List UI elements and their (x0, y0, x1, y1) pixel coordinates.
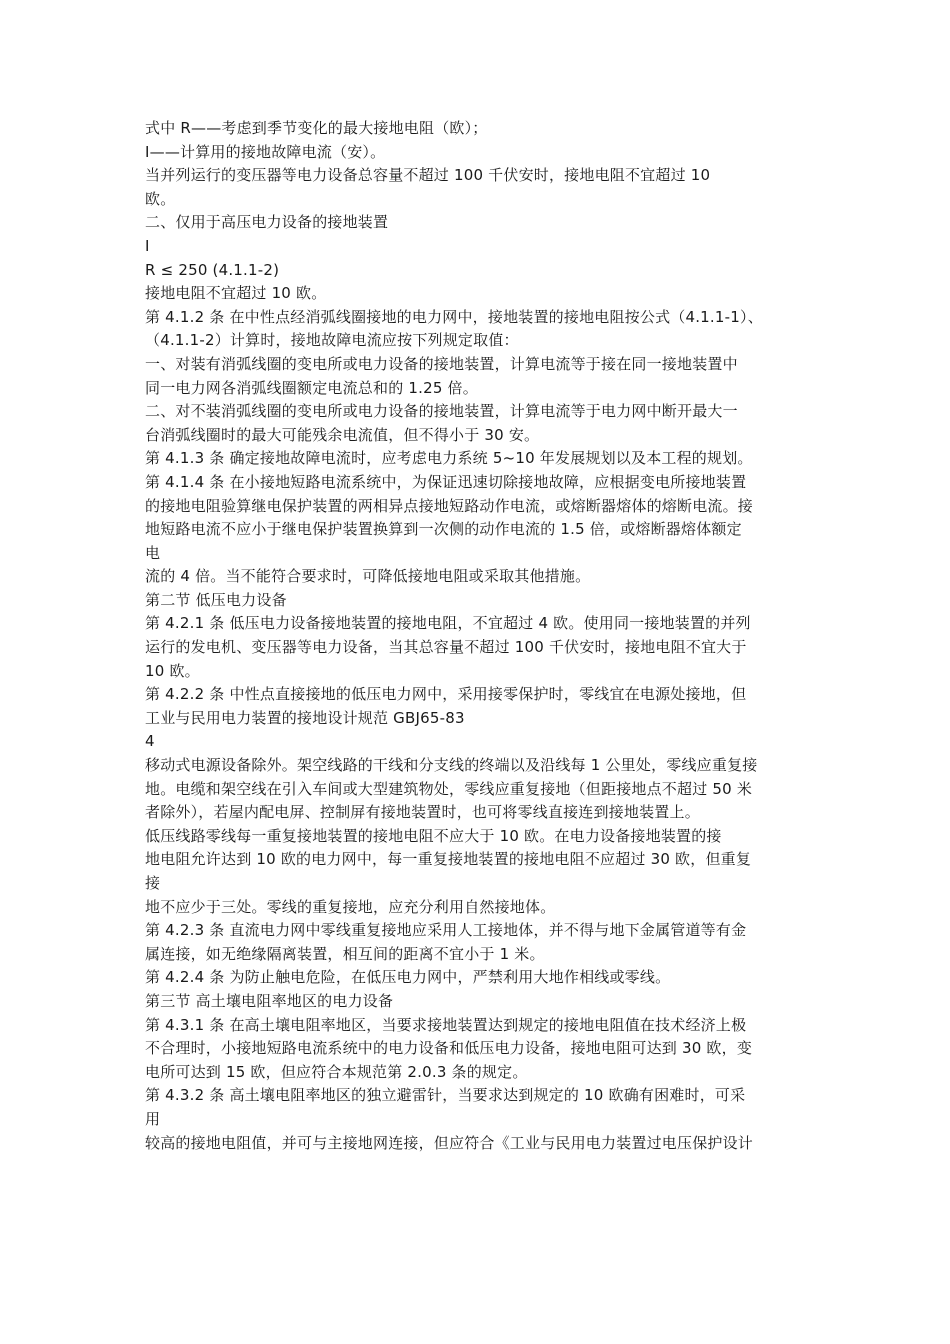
text-line: 第 4.2.2 条 中性点直接接地的低压电力网中，采用接零保护时，零线宜在电源处接地，但 (145, 685, 747, 704)
text-line: 第 4.3.2 条 高土壤电阻率地区的独立避雷针，当要求达到规定的 10 欧确有困难时，可采 (145, 1086, 746, 1105)
text-line: 10 欧。 (145, 661, 200, 680)
text-line: 移动式电源设备除外。架空线路的干线和分支线的终端以及沿线每 1 公里处，零线应重复接 (145, 756, 758, 775)
text-line: 第 4.1.3 条 确定接地故障电流时，应考虑电力系统 5~10 年发展规划以及本工程的规划。 (145, 449, 753, 468)
text-line: 地电阻允许达到 10 欧的电力网中，每一重复接地装置的接地电阻不应超过 30 欧，但重复 (145, 850, 752, 869)
text-line: 不合理时，小接地短路电流系统中的电力设备和低压电力设备，接地电阻可达到 30 欧，变 (145, 1039, 753, 1058)
text-line: 第 4.2.1 条 低压电力设备接地装置的接地电阻，不宜超过 4 欧。使用同一接地装置的并列 (145, 614, 751, 633)
text-line: （4.1.1-2）计算时，接地故障电流应按下列规定取值： (145, 331, 519, 350)
text-line: 的接地电阻验算继电保护装置的两相异点接地短路动作电流，或熔断器熔体的熔断电流。接 (145, 496, 754, 515)
text-line: 用 (145, 1109, 161, 1128)
text-line: 地不应少于三处。零线的重复接地，应充分利用自然接地体。 (145, 897, 556, 916)
text-line: 二、对不装消弧线圈的变电所或电力设备的接地装置，计算电流等于电力网中断开最大一 (145, 402, 738, 421)
text-line: 台消弧线圈时的最大可能残余电流值，但不得小于 30 安。 (145, 425, 540, 444)
section-heading: 第三节 高土壤电阻率地区的电力设备 (145, 991, 394, 1010)
text-line: 属连接，如无绝缘隔离装置，相互间的距离不宜小于 1 米。 (145, 944, 545, 963)
text-line: 欧。 (145, 189, 176, 208)
text-line: 接地电阻不宜超过 10 欧。 (145, 284, 327, 303)
text-line: 电 (145, 543, 161, 562)
text-line: 第 4.2.3 条 直流电力网中零线重复接地应采用人工接地体，并不得与地下金属管道等有金 (145, 921, 747, 940)
text-line: 第 4.1.4 条 在小接地短路电流系统中，为保证迅速切除接地故障，应根据变电所接地装置 (145, 472, 747, 491)
text-line: 第 4.2.4 条 为防止触电危险，在低压电力网中，严禁利用大地作相线或零线。 (145, 968, 671, 987)
text-line: R ≤ 250 (4.1.1-2) (145, 260, 280, 279)
text-line: 式中 R——考虑到季节变化的最大接地电阻（欧）； (145, 119, 488, 137)
text-line: 运行的发电机、变压器等电力设备，当其总容量不超过 100 千伏安时，接地电阻不宜大于 (145, 638, 747, 657)
text-line: 地短路电流不应小于继电保护装置换算到一次侧的动作电流的 1.5 倍，或熔断器熔体额定 (145, 520, 742, 539)
text-line: 二、仅用于高压电力设备的接地装置 (145, 213, 389, 232)
text-line: I——计算用的接地故障电流（安）。 (145, 142, 386, 161)
text-line: 第二节 低压电力设备 (145, 590, 287, 609)
text-line: 当并列运行的变压器等电力设备总容量不超过 100 千伏安时，接地电阻不宜超过 10 (145, 166, 711, 185)
text-line: I (145, 236, 150, 255)
document-body (145, 117, 815, 1155)
text-line: 地。电缆和架空线在引入车间或大型建筑物处，零线应重复接地（但距接地点不超过 50 米 (145, 779, 753, 798)
text-line: 流的 4 倍。当不能符合要求时，可降低接地电阻或采取其他措施。 (145, 567, 591, 586)
text-line: 第 4.1.2 条 在中性点经消弧线圈接地的电力网中，接地装置的接地电阻按公式（4.1.1-1）、 (145, 307, 763, 326)
text-line: 者除外），若屋内配电屏、控制屏有接地装置时，也可将零线直接连到接地装置上。 (145, 803, 700, 822)
text-line: 第 4.3.1 条 在高土壤电阻率地区，当要求接地装置达到规定的接地电阻值在技术经济上极 (145, 1015, 747, 1034)
text-line: 低压线路零线每一重复接地装置的接地电阻不应大于 10 欧。在电力设备接地装置的接 (145, 826, 722, 845)
text-line: 电所可达到 15 欧，但应符合本规范第 2.0.3 条的规定。 (145, 1062, 528, 1081)
text-line: 一、对装有消弧线圈的变电所或电力设备的接地装置，计算电流等于接在同一接地装置中 (145, 354, 738, 373)
page-footer-title: 工业与民用电力装置的接地设计规范 GBJ65-83 (145, 708, 465, 727)
text-line: 较高的接地电阻值，并可与主接地网连接，但应符合《工业与民用电力装置过电压保护设计 (145, 1133, 754, 1152)
page-number: 4 (145, 732, 155, 751)
text-line: 同一电力网各消弧线圈额定电流总和的 1.25 倍。 (145, 378, 478, 397)
text-line: 接 (145, 874, 161, 892)
